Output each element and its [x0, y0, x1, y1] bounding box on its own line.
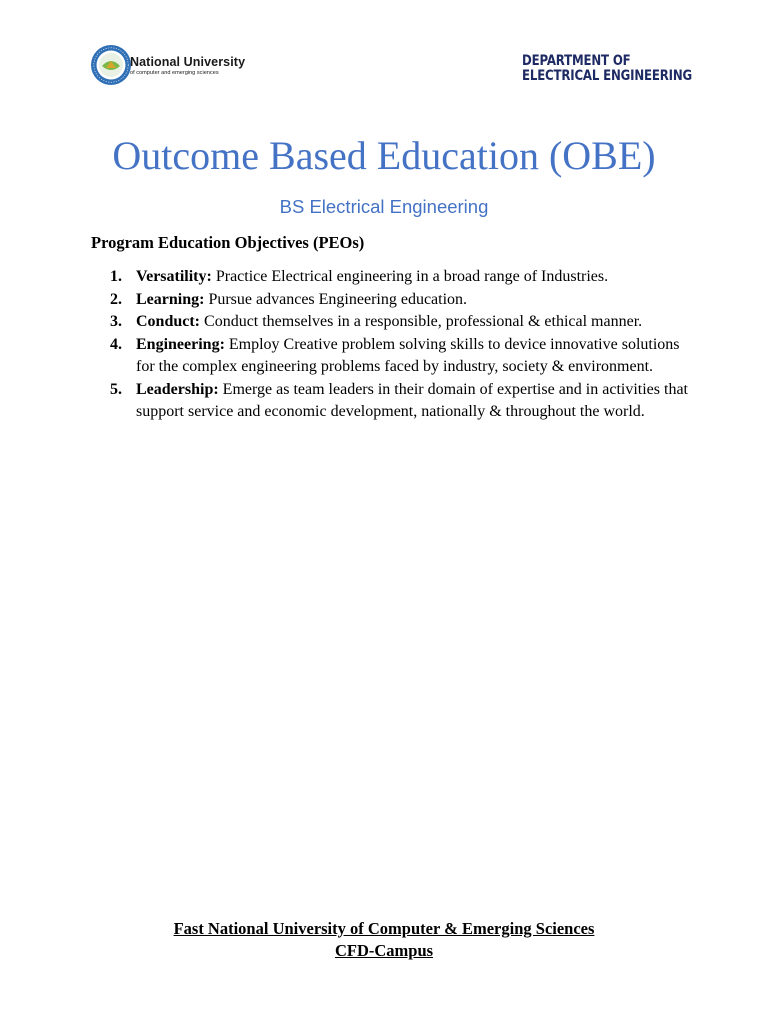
- objective-number: 2.: [110, 290, 122, 308]
- footer-campus: CFD-Campus: [334, 940, 434, 960]
- objective-term: Learning:: [136, 290, 205, 308]
- objective-number: 1.: [110, 268, 122, 285]
- objective-item: [110, 334, 688, 379]
- department-line-1: DEPARTMENT OF: [522, 53, 631, 69]
- objective-item: [110, 289, 688, 312]
- university-logo: [90, 44, 280, 90]
- logo-university-name: National University: [130, 55, 246, 69]
- objective-text: Conduct themselves in a responsible, professional & ethical manner.: [204, 313, 643, 330]
- objective-term: Leadership:: [136, 380, 219, 398]
- logo-university-subtitle: of computer and emerging sciences: [130, 70, 219, 76]
- objective-number: 5.: [110, 380, 122, 398]
- objective-text: Practice Electrical engineering in a broad range of Industries.: [215, 268, 609, 285]
- objective-term: Versatility:: [136, 268, 212, 285]
- department-logo: [522, 54, 692, 84]
- objective-term: Engineering:: [136, 335, 225, 353]
- section-heading: Program Education Objectives (PEOs): [91, 233, 365, 252]
- objectives-list: [110, 266, 688, 424]
- page-title: Outcome Based Education (OBE): [112, 133, 656, 178]
- objective-term: Conduct:: [136, 313, 201, 330]
- objective-text: Employ Creative problem solving skills to device innovative solutions for the complex engineering problems faced by industry, society & environment.: [136, 335, 680, 375]
- objective-text: Pursue advances Engineering education.: [208, 290, 468, 308]
- footer-university: Fast National University of Computer & Emerging Sciences: [173, 919, 595, 938]
- objective-item: [110, 266, 688, 289]
- objective-number: 3.: [110, 313, 122, 330]
- objective-number: 4.: [110, 335, 122, 353]
- university-seal-icon: [90, 44, 132, 86]
- department-line-2: ELECTRICAL ENGINEERING: [522, 68, 693, 84]
- footer: [0, 918, 768, 961]
- page-subtitle: BS Electrical Engineering: [279, 196, 489, 217]
- objective-item: [110, 311, 688, 334]
- objective-item: [110, 379, 688, 424]
- objective-text: Emerge as team leaders in their domain of expertise and in activities that support service and economic development, nationally & throughout the world.: [136, 380, 688, 420]
